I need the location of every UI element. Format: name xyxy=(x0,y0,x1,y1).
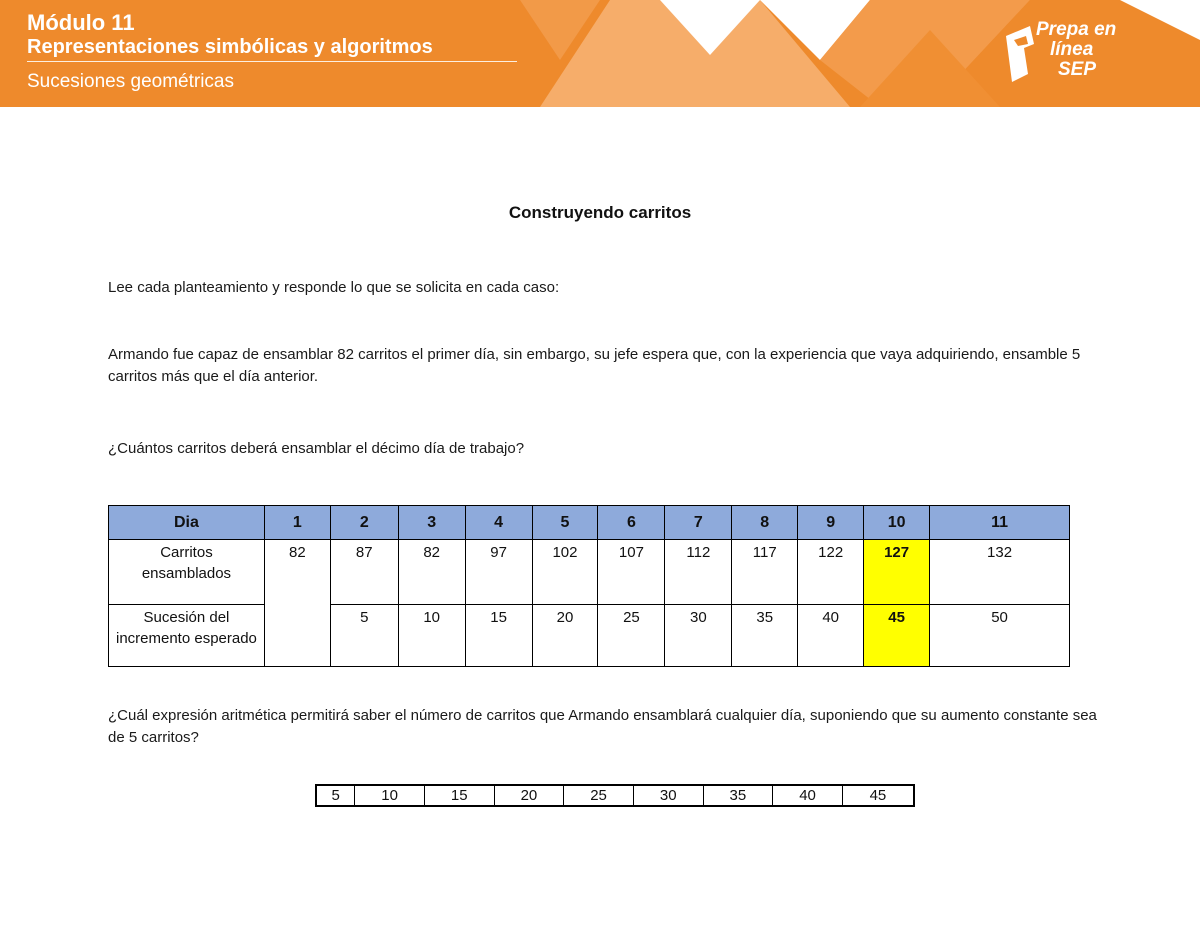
header-cell: 10 xyxy=(864,506,930,540)
module-subtitle: Representaciones simbólicas y algoritmos xyxy=(27,36,433,58)
table-cell: 10 xyxy=(355,785,425,806)
row-label-carritos: Carritos ensamblados xyxy=(109,540,265,605)
table-row-incremento xyxy=(109,605,1070,667)
document-title: Construyendo carritos xyxy=(508,203,692,222)
table-cell: 40 xyxy=(798,605,864,667)
table-row xyxy=(316,785,914,806)
header-divider xyxy=(27,61,517,62)
header-banner xyxy=(0,0,1200,107)
table-cell: 15 xyxy=(465,605,532,667)
header-cell: Dia xyxy=(109,506,265,540)
table-cell: 15 xyxy=(424,785,494,806)
problem-text: Armando fue capaz de ensamblar 82 carritos el primer día, sin embargo, su jefe espera que, con la experiencia que vaya adquiriendo, ensamble 5 carritos más que el día anterior. xyxy=(108,346,1081,385)
header-cell: 5 xyxy=(532,506,598,540)
header-cell: 1 xyxy=(264,506,330,540)
header-cell: 6 xyxy=(598,506,665,540)
table-cell: 20 xyxy=(532,605,598,667)
header-cell: 4 xyxy=(465,506,532,540)
increment-table xyxy=(315,784,915,807)
table-cell: 25 xyxy=(598,605,665,667)
logo-text-linea: línea xyxy=(1050,39,1094,60)
header-cell: 9 xyxy=(798,506,864,540)
table-cell: 25 xyxy=(564,785,634,806)
table-cell: 20 xyxy=(494,785,564,806)
header-cell: 8 xyxy=(732,506,798,540)
table-header-row xyxy=(109,506,1070,540)
table-cell: 45 xyxy=(842,785,914,806)
table-cell: 5 xyxy=(330,605,398,667)
table-cell: 30 xyxy=(665,605,732,667)
table-cell: 35 xyxy=(703,785,773,806)
table-cell: 40 xyxy=(773,785,843,806)
table-cell: 122 xyxy=(798,540,864,605)
header-cell: 2 xyxy=(330,506,398,540)
table-cell: 97 xyxy=(465,540,532,605)
table-cell: 35 xyxy=(732,605,798,667)
highlighted-cell: 127 xyxy=(864,540,930,605)
topic-title: Sucesiones geométricas xyxy=(27,71,234,92)
logo-text-prepa: Prepa en xyxy=(1036,19,1117,40)
header-cell: 3 xyxy=(398,506,465,540)
table-cell: 10 xyxy=(398,605,465,667)
table-cell: 82 xyxy=(398,540,465,605)
highlighted-cell: 45 xyxy=(864,605,930,667)
table-cell: 82 xyxy=(264,540,330,667)
row-label-incremento: Sucesión del incremento esperado xyxy=(109,605,265,667)
table-cell: 102 xyxy=(532,540,598,605)
table-cell: 117 xyxy=(732,540,798,605)
table-cell: 112 xyxy=(665,540,732,605)
table-cell: 132 xyxy=(930,540,1070,605)
table-cell: 5 xyxy=(316,785,355,806)
table-cell: 30 xyxy=(633,785,703,806)
header-cell: 7 xyxy=(665,506,732,540)
instruction-text: Lee cada planteamiento y responde lo que se solicita en cada caso: xyxy=(108,279,560,296)
header-cell: 11 xyxy=(930,506,1070,540)
table-cell: 87 xyxy=(330,540,398,605)
sequence-table xyxy=(108,505,1070,667)
logo-text-sep: SEP xyxy=(1058,59,1097,80)
table-cell: 107 xyxy=(598,540,665,605)
question-2: ¿Cuál expresión aritmética permitirá saber el número de carritos que Armando ensamblará cualquier día, suponiendo que su aumento constante sea de 5 carritos? xyxy=(108,707,1097,746)
question-1: ¿Cuántos carritos deberá ensamblar el décimo día de trabajo? xyxy=(108,440,525,457)
module-title: Módulo 11 xyxy=(27,10,135,35)
table-cell: 50 xyxy=(930,605,1070,667)
table-row-carritos xyxy=(109,540,1070,605)
